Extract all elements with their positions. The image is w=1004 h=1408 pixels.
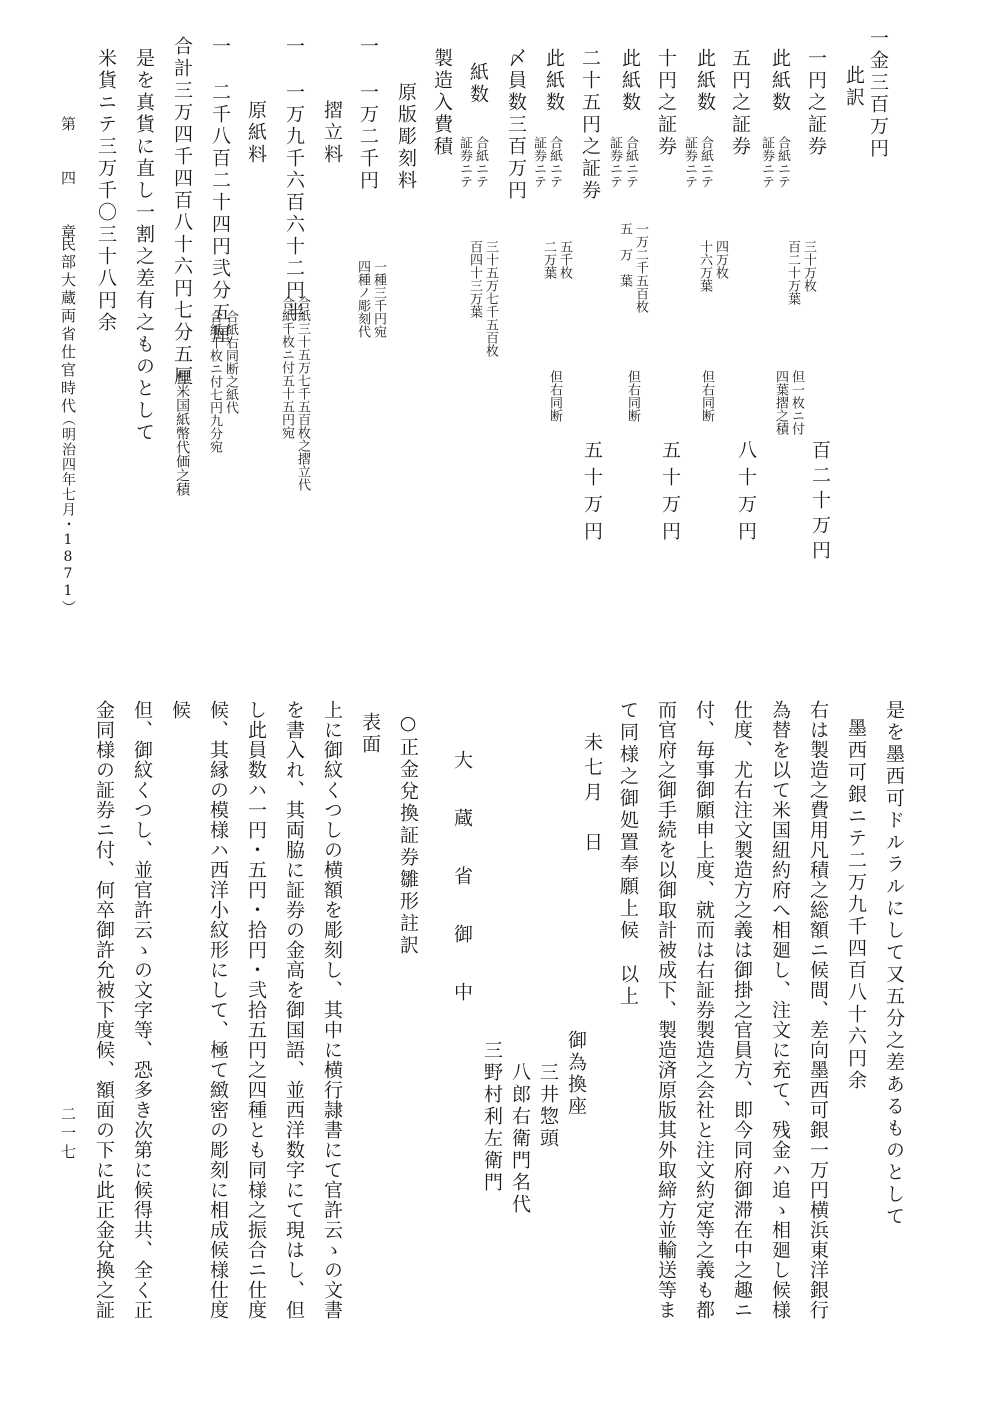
- total-leaves: 百四十三万葉: [466, 240, 482, 318]
- note-four-leaves: 四葉摺之積: [772, 370, 788, 435]
- us-dollar-amount: 米貨ニテ三万千〇三十八円余: [95, 48, 117, 334]
- specimen-line-5: 候: [169, 700, 191, 722]
- specimen-line-2: を書入れ、其両脇に証券の金高を御国語、並西洋数字にて現はし、但: [283, 700, 305, 1320]
- paper-count-total: 紙数: [467, 62, 489, 106]
- paper-count-1: 此紙数: [769, 48, 791, 114]
- paper-count-3: 此紙数: [619, 48, 641, 114]
- specimen-line-3: し此員数ハ一円・五円・拾円・弐拾五円之四種とも同様之振合ニ仕度: [245, 700, 267, 1320]
- sender-head: 三井惣頭: [537, 1062, 559, 1150]
- paper-note-1: 合紙右同断之紙代: [222, 310, 238, 414]
- specimen-line-6: 但、御紋くつし、並官許云ゝの文字等、恐多き次第に候得共、全く正: [131, 700, 153, 1320]
- engraving-note-1: 一種三千円宛: [370, 260, 386, 338]
- letter-line-4: 付、毎事御願申上度、就而は右証券製造之会社と注文約定等之義も都: [693, 700, 715, 1320]
- laminated-1: 合紙ニテ: [774, 136, 790, 188]
- engraving-fee: 原版彫刻料: [395, 82, 417, 192]
- item-mark-3: 一: [209, 36, 231, 58]
- specimen-heading: ○正金兌換証券雛形註訳: [397, 712, 419, 957]
- total-count: 〆員数三百万円: [505, 48, 527, 202]
- note-same-2: 但右同断: [698, 370, 714, 422]
- mexican-dollar-conversion: 是を墨西可ドルラルにして又五分之差あるものとして: [883, 700, 905, 1228]
- date-line: 未七月 日: [581, 732, 603, 857]
- printing-fee: 摺立料: [321, 100, 343, 166]
- paper-count-2: 此紙数: [694, 48, 716, 114]
- page-number: 二一七: [59, 1106, 77, 1163]
- specimen-line-7: 金同様の証券ニ付、何卒御許允被下度候、額面の下に此正金兌換之証: [93, 700, 115, 1320]
- sender-name: 三野村利左衛門: [481, 1040, 503, 1194]
- notes-2: 証券ニテ: [681, 136, 697, 188]
- five-yen-note: 五円之証券: [729, 48, 751, 158]
- item-mark-1: 一: [357, 36, 379, 58]
- specimen-line-1: 上に御紋くつしの横額を彫刻し、其中に横行隷書にて官許云ゝの文書: [321, 700, 343, 1320]
- addressee: 大 蔵 省 御 中: [451, 750, 473, 1011]
- total-amount: 一金三百万円: [867, 28, 889, 160]
- breakdown-heading: 此訳: [843, 65, 865, 109]
- ten-yen-sheets: 一万二千五百枚: [632, 222, 648, 313]
- notes-total: 証券ニテ: [456, 136, 472, 188]
- laminated-total: 合紙ニテ: [472, 136, 488, 188]
- mexican-silver-amount: 墨西可銀ニテ二万九千四百八十六円余: [845, 718, 867, 1092]
- letter-line-2: 為替を以て米国紐約府へ相廻し、注文に充て、残金ハ追ゝ相廻し候様: [769, 700, 791, 1320]
- amount-50b: 五十万円: [581, 440, 603, 548]
- chapter-era: （明治四年七月・1871）: [60, 412, 76, 615]
- notes-4: 証券ニテ: [530, 136, 546, 188]
- sender-proxy: 八郎右衛門名代: [509, 1062, 531, 1216]
- one-yen-leaves: 百二十万葉: [784, 240, 800, 305]
- paper-note-2: 合紙千枚ニ付七円九分宛: [206, 310, 222, 453]
- printing-note-1: 合紙三十五万七千五百枚之摺立代: [294, 296, 310, 491]
- letter-line-6: て同様之御処置奉願上候 以上: [617, 700, 639, 1008]
- amount-80: 八十万円: [735, 440, 757, 548]
- engraving-amount: 一万二千円: [357, 82, 379, 192]
- front-face-label: 表面: [359, 712, 381, 756]
- one-yen-note: 一円之証券: [805, 48, 827, 158]
- grand-total: 合計三万四千四百八十六円七分五厘: [171, 36, 193, 388]
- note-per-sheet: 但一枚ニ付: [788, 370, 804, 435]
- chapter-label: 第 四 章: [59, 116, 77, 251]
- one-yen-sheets: 三十万枚: [800, 240, 816, 292]
- grand-total-note: 但米国紙幣代価之積: [174, 370, 191, 496]
- engraving-note-2: 四種ノ彫刻代: [354, 260, 370, 338]
- note-same-4: 但右同断: [546, 370, 562, 422]
- letter-line-3: 仕度、尤右注文製造方之義は御掛之官員方、即今同府御滞在中之趣ニ: [731, 700, 753, 1320]
- sender-office: 御為換座: [565, 1030, 587, 1118]
- paper-fee: 原紙料: [245, 100, 267, 166]
- twentyfive-yen-sheets: 五千枚: [556, 240, 572, 279]
- twentyfive-yen-leaves: 二万葉: [540, 240, 556, 279]
- printing-amount: 一万九千六百六十二円半: [283, 82, 305, 324]
- note-same-3: 但右同断: [624, 370, 640, 422]
- amount-50a: 五十万円: [659, 440, 681, 548]
- notes-1: 証券ニテ: [758, 136, 774, 188]
- notes-3: 証券ニテ: [606, 136, 622, 188]
- amount-120: 百二十万円: [809, 440, 831, 565]
- cost-estimate-heading: 製造入費積: [431, 48, 453, 158]
- paper-amount: 二千八百二十四円弐分五厘: [209, 82, 231, 346]
- ten-yen-note: 十円之証券: [655, 48, 677, 158]
- total-sheets: 三十五万七千五百枚: [482, 240, 498, 357]
- laminated-3: 合紙ニテ: [622, 136, 638, 188]
- specimen-line-4: 候、其縁の模様ハ西洋小紋形にして、極て緻密の彫刻に相成候様仕度: [207, 700, 229, 1320]
- laminated-2: 合紙ニテ: [697, 136, 713, 188]
- letter-line-5: 而官府之御手続を以御取計被成下、製造済原版其外取締方並輸送等ま: [655, 700, 677, 1320]
- letter-line-1: 右は製造之費用凡積之総額ニ候間、差向墨西可銀一万円横浜東洋銀行: [807, 700, 829, 1320]
- ten-yen-leaves: 五 万 葉: [616, 222, 632, 287]
- paper-count-4: 此紙数: [543, 48, 565, 114]
- item-mark-2: 一: [283, 36, 305, 58]
- five-yen-leaves: 十六万葉: [696, 240, 712, 292]
- twentyfive-yen-note: 二十五円之証券: [579, 48, 601, 202]
- laminated-4: 合紙ニテ: [546, 136, 562, 188]
- chapter-title: 民部大蔵両省仕官時代: [59, 236, 77, 416]
- printing-note-2: 合紙千枚ニ付五十五円宛: [278, 296, 294, 439]
- five-yen-sheets: 四万枚: [712, 240, 728, 279]
- specie-conversion: 是を真貨に直し一割之差有之ものとして: [133, 48, 155, 444]
